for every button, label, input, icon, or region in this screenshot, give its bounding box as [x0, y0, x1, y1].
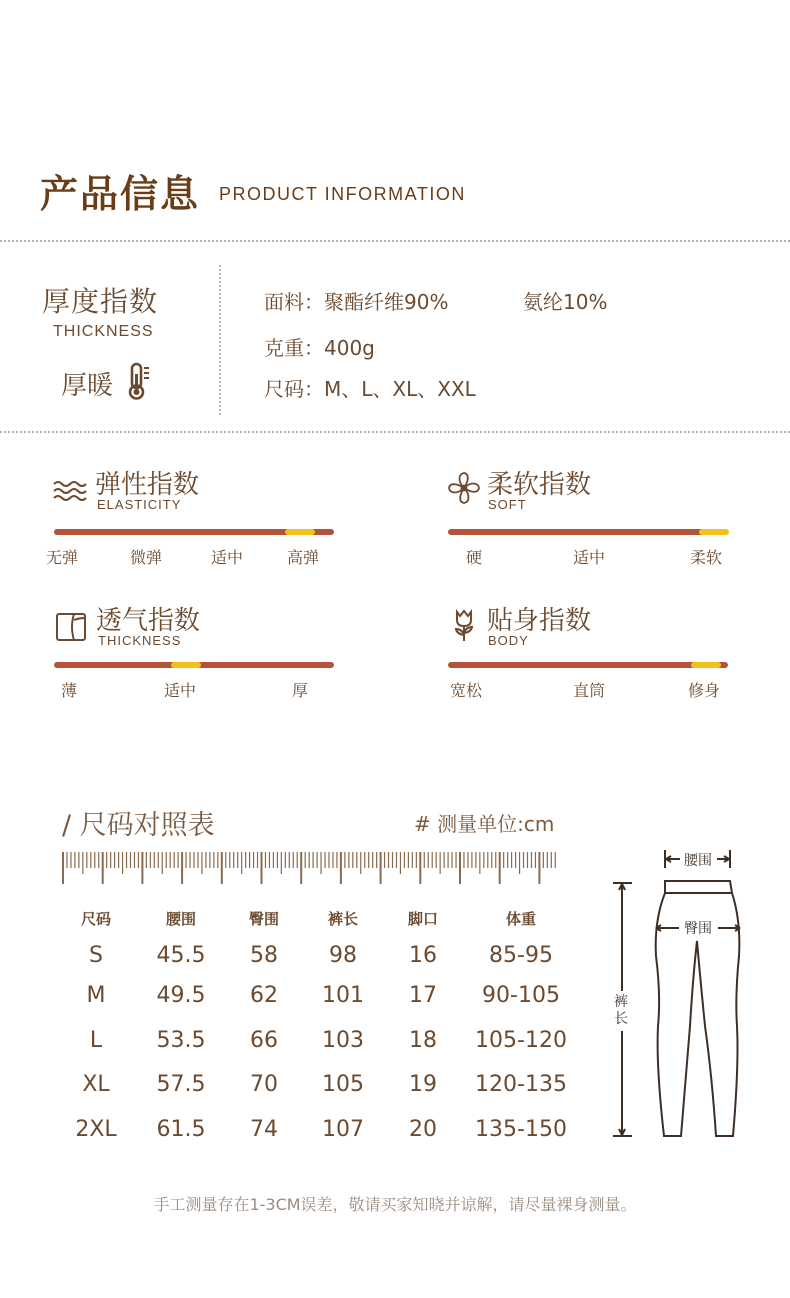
- length-label-1: 裤: [614, 994, 628, 1010]
- fit-subtitle: BODY: [488, 633, 529, 648]
- fit-label: 修身: [688, 681, 721, 700]
- size-cell: 135-150: [475, 1117, 567, 1142]
- size-cell: 66: [250, 1028, 278, 1053]
- size-header: 臀围: [248, 910, 279, 928]
- flower-icon: [446, 607, 482, 643]
- breathability-marker: [171, 662, 201, 668]
- size-cell: 105: [322, 1072, 364, 1097]
- size-cell: 49.5: [156, 983, 206, 1008]
- softness-subtitle: SOFT: [488, 497, 527, 512]
- thermometer-icon: [124, 362, 154, 400]
- softness-bar: [448, 529, 728, 535]
- hip-label: 臀围: [684, 921, 712, 937]
- size-cell: 58: [250, 943, 278, 968]
- fit-bar: [448, 662, 728, 668]
- elasticity-marker: [285, 529, 315, 535]
- size-label: S: [89, 943, 103, 968]
- size-cell: 101: [322, 983, 364, 1008]
- softness-label: 柔软: [690, 548, 723, 567]
- size-cell: 98: [329, 943, 357, 968]
- thickness-subtitle: THICKNESS: [53, 323, 154, 340]
- size-cell: 61.5: [156, 1117, 206, 1142]
- size-header: 裤长: [327, 910, 358, 928]
- size-cell: 19: [409, 1072, 437, 1097]
- spec-weight: 克重：400g: [264, 336, 375, 360]
- elasticity-label: 适中: [211, 548, 244, 567]
- measurement-note: 手工测量存在1-3CM误差，敬请买家知晓并谅解，请尽量裸身测量。: [153, 1195, 637, 1214]
- page-title-en: PRODUCT INFORMATION: [219, 184, 466, 204]
- page-title: 产品信息: [40, 172, 201, 216]
- spec-fabric: 面料：聚酯纤维90%: [264, 290, 449, 314]
- size-cell: 45.5: [156, 943, 206, 968]
- thickness-title: 厚度指数: [42, 285, 159, 318]
- size-header: 脚口: [407, 910, 438, 928]
- softness-label: 硬: [466, 548, 483, 567]
- breathability-label: 薄: [61, 681, 78, 700]
- elasticity-subtitle: ELASTICITY: [97, 497, 182, 512]
- book-icon: [54, 610, 90, 646]
- size-cell: 57.5: [156, 1072, 206, 1097]
- size-cell: 20: [409, 1117, 437, 1142]
- size-cell: 107: [322, 1117, 364, 1142]
- size-cell: 120-135: [475, 1072, 567, 1097]
- divider: [0, 431, 790, 433]
- pinwheel-icon: [446, 470, 482, 506]
- breathability-label: 厚: [292, 681, 309, 700]
- ruler-decoration: [62, 850, 558, 886]
- thickness-level: 厚暖: [61, 371, 114, 401]
- size-cell: 103: [322, 1028, 364, 1053]
- size-label: 2XL: [75, 1117, 117, 1142]
- size-cell: 90-105: [482, 983, 560, 1008]
- size-cell: 74: [250, 1117, 278, 1142]
- size-cell: 105-120: [475, 1028, 567, 1053]
- size-chart-title: / 尺码对照表: [62, 810, 215, 841]
- size-label: L: [89, 1028, 103, 1053]
- fit-label: 宽松: [450, 681, 483, 700]
- breathability-label: 适中: [164, 681, 197, 700]
- wave-icon: [52, 478, 88, 514]
- pants-diagram: [606, 846, 756, 1146]
- size-label: XL: [82, 1072, 110, 1097]
- fit-marker: [691, 662, 721, 668]
- softness-marker: [699, 529, 729, 535]
- elasticity-title: 弹性指数: [95, 470, 200, 500]
- length-label-2: 长: [614, 1011, 628, 1027]
- softness-label: 适中: [573, 548, 606, 567]
- elasticity-label: 微弹: [130, 548, 163, 567]
- vertical-divider: [219, 265, 221, 415]
- size-cell: 17: [409, 983, 437, 1008]
- size-header: 体重: [505, 910, 536, 928]
- divider: [0, 240, 790, 242]
- size-header: 尺码: [80, 910, 111, 928]
- breathability-title: 透气指数: [96, 606, 201, 636]
- elasticity-label: 无弹: [46, 548, 79, 567]
- size-header: 腰围: [165, 910, 196, 928]
- size-cell: 85-95: [489, 943, 553, 968]
- size-cell: 53.5: [156, 1028, 206, 1053]
- waist-label: 腰围: [684, 853, 712, 869]
- spec-spandex: 氨纶10%: [523, 290, 608, 314]
- size-cell: 16: [409, 943, 437, 968]
- size-cell: 62: [250, 983, 278, 1008]
- size-cell: 18: [409, 1028, 437, 1053]
- size-chart-unit: # 测量单位:cm: [414, 812, 555, 836]
- spec-sizes: 尺码：M、L、XL、XXL: [264, 377, 476, 401]
- fit-label: 直筒: [573, 681, 606, 700]
- size-cell: 70: [250, 1072, 278, 1097]
- softness-title: 柔软指数: [487, 470, 592, 500]
- breathability-subtitle: THICKNESS: [98, 633, 182, 648]
- size-label: M: [86, 983, 106, 1008]
- elasticity-label: 高弹: [287, 548, 320, 567]
- fit-title: 贴身指数: [487, 606, 592, 636]
